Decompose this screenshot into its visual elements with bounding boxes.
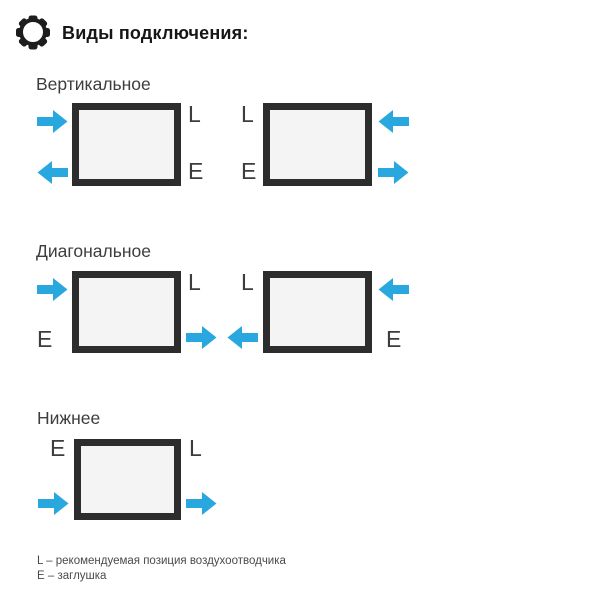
port-label: E bbox=[386, 326, 402, 352]
radiator-box bbox=[263, 103, 372, 186]
outlet-arrow-icon bbox=[227, 325, 258, 350]
port-label: L bbox=[241, 101, 254, 127]
inlet-arrow-icon bbox=[378, 277, 409, 302]
port-label: L bbox=[188, 101, 201, 127]
radiator-box bbox=[72, 103, 181, 186]
section-title-bottom: Нижнее bbox=[37, 408, 101, 428]
radiator-box bbox=[74, 439, 181, 520]
port-label: E bbox=[188, 158, 204, 184]
gear-icon bbox=[16, 15, 50, 49]
port-label: L bbox=[241, 269, 254, 295]
inlet-arrow-icon bbox=[38, 491, 69, 516]
section-title-vertical: Вертикальное bbox=[36, 74, 151, 94]
legend-line-e: E – заглушка bbox=[37, 570, 107, 582]
outlet-arrow-icon bbox=[186, 325, 217, 350]
port-label: L bbox=[189, 435, 202, 461]
outlet-arrow-icon bbox=[186, 491, 217, 516]
inlet-arrow-icon bbox=[378, 109, 409, 134]
inlet-arrow-icon bbox=[37, 277, 68, 302]
port-label: L bbox=[188, 269, 201, 295]
inlet-arrow-icon bbox=[37, 109, 68, 134]
legend-line-l: L – рекомендуемая позиция воздухоотводчика bbox=[37, 555, 286, 567]
legend bbox=[37, 554, 286, 584]
outlet-arrow-icon bbox=[37, 160, 68, 185]
outlet-arrow-icon bbox=[378, 160, 409, 185]
port-label: E bbox=[37, 326, 53, 352]
section-title-diagonal: Диагональное bbox=[36, 241, 151, 261]
radiator-box bbox=[72, 271, 181, 353]
port-label: E bbox=[241, 158, 257, 184]
page-title: Виды подключения: bbox=[62, 23, 249, 43]
radiator-box bbox=[263, 271, 372, 353]
port-label: E bbox=[50, 435, 66, 461]
